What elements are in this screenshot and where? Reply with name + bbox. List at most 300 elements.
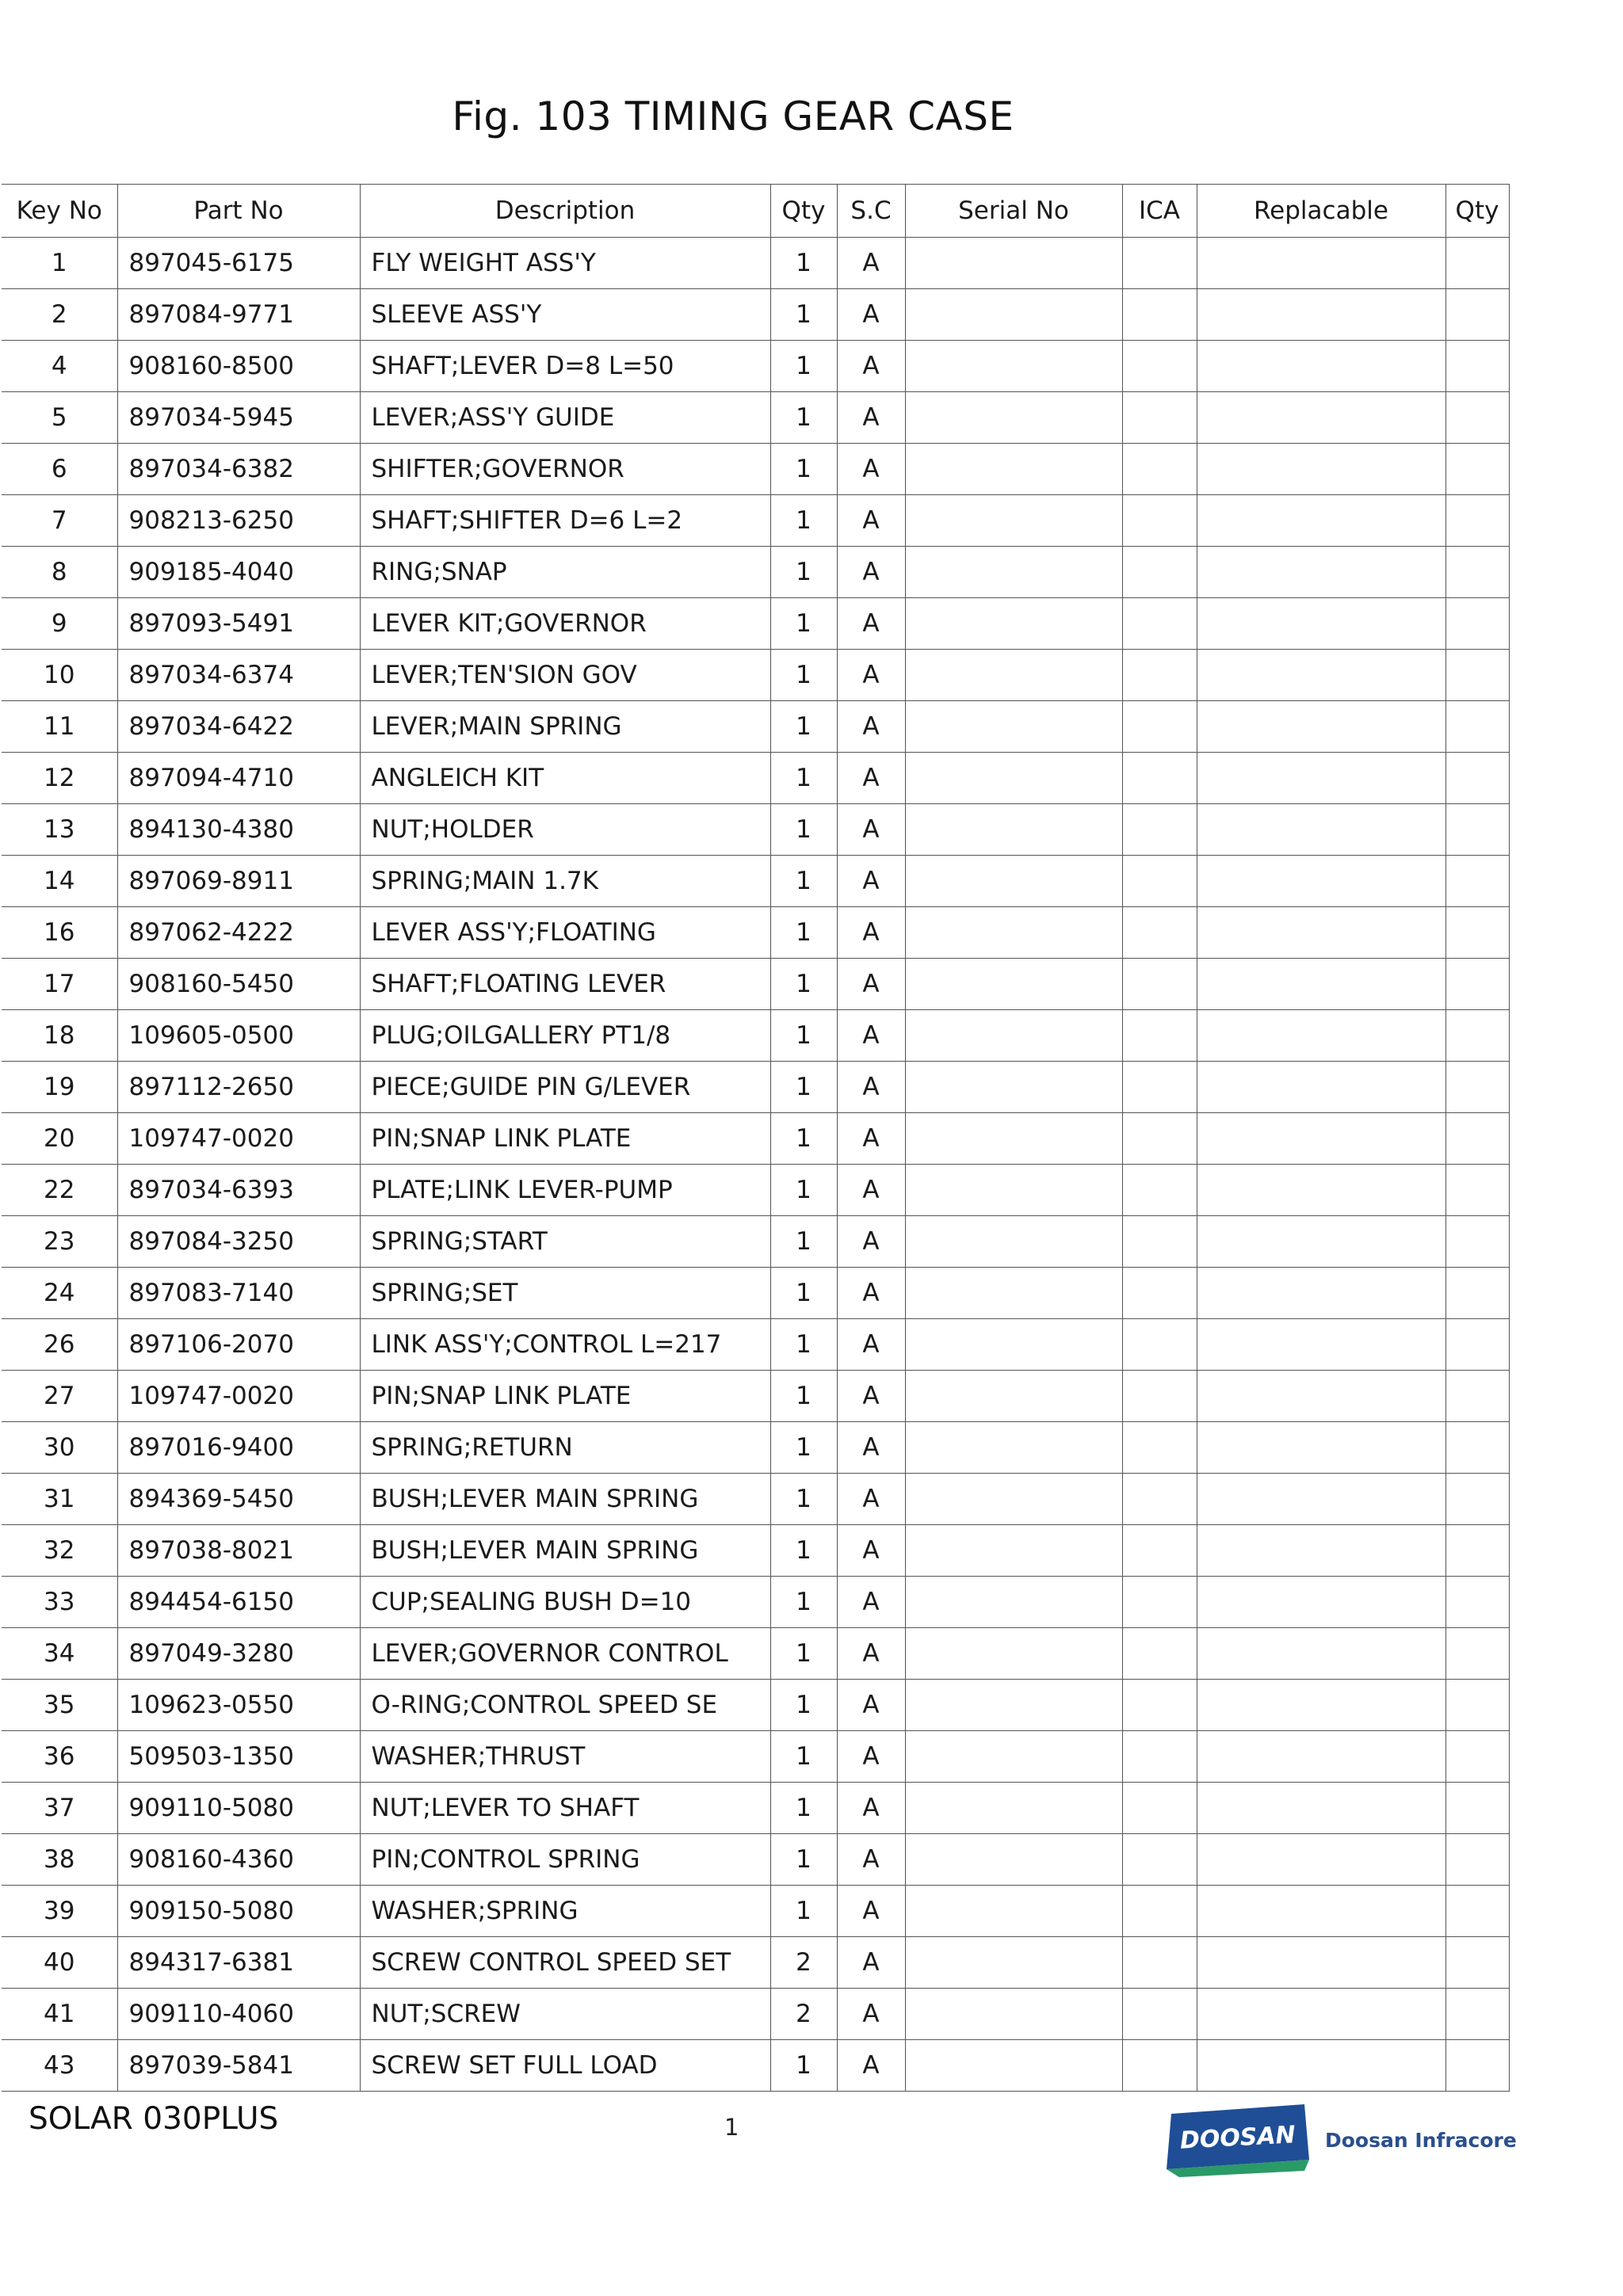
cell-part-no: 897093-5491 [117, 598, 360, 650]
page-number: 1 [724, 2114, 739, 2141]
cell-description: LEVER;TEN'SION GOV [360, 650, 770, 701]
table-row [2, 495, 1509, 547]
cell-description: FLY WEIGHT ASS'Y [360, 238, 770, 289]
cell-qty: 1 [770, 1268, 837, 1319]
cell-description: PLATE;LINK LEVER-PUMP [360, 1165, 770, 1216]
table-row [2, 1165, 1509, 1216]
cell-serial-no [905, 650, 1122, 701]
cell-ica [1122, 1422, 1197, 1474]
cell-ica [1122, 341, 1197, 392]
table-row [2, 289, 1509, 341]
cell-serial-no [905, 701, 1122, 753]
cell-ica [1122, 289, 1197, 341]
cell-qty-2 [1445, 959, 1509, 1010]
cell-serial-no [905, 1989, 1122, 2040]
cell-part-no: 897084-3250 [117, 1216, 360, 1268]
cell-replacable [1197, 1886, 1445, 1937]
cell-qty: 2 [770, 1937, 837, 1989]
cell-ica [1122, 1525, 1197, 1577]
table-row [2, 1577, 1509, 1628]
cell-key-no: 2 [2, 289, 117, 341]
cell-qty: 1 [770, 444, 837, 495]
cell-ica [1122, 1628, 1197, 1680]
cell-ica [1122, 444, 1197, 495]
cell-qty: 1 [770, 1834, 837, 1886]
cell-ica [1122, 753, 1197, 804]
cell-qty: 1 [770, 392, 837, 444]
cell-replacable [1197, 1525, 1445, 1577]
header-qty: Qty [770, 185, 837, 238]
cell-qty-2 [1445, 1680, 1509, 1731]
table-row [2, 1010, 1509, 1062]
cell-qty-2 [1445, 341, 1509, 392]
cell-description: ANGLEICH KIT [360, 753, 770, 804]
cell-key-no: 7 [2, 495, 117, 547]
cell-part-no: 897106-2070 [117, 1319, 360, 1371]
cell-replacable [1197, 2040, 1445, 2092]
cell-description: NUT;LEVER TO SHAFT [360, 1783, 770, 1834]
cell-qty: 1 [770, 1628, 837, 1680]
cell-description: LEVER KIT;GOVERNOR [360, 598, 770, 650]
cell-key-no: 12 [2, 753, 117, 804]
cell-replacable [1197, 1834, 1445, 1886]
cell-replacable [1197, 289, 1445, 341]
cell-qty-2 [1445, 1628, 1509, 1680]
cell-ica [1122, 1319, 1197, 1371]
cell-description: LINK ASS'Y;CONTROL L=217 [360, 1319, 770, 1371]
cell-description: LEVER ASS'Y;FLOATING [360, 907, 770, 959]
table-row [2, 1628, 1509, 1680]
cell-serial-no [905, 1834, 1122, 1886]
cell-description: SCREW SET FULL LOAD [360, 2040, 770, 2092]
cell-sc: A [837, 341, 905, 392]
cell-ica [1122, 650, 1197, 701]
table-row [2, 650, 1509, 701]
cell-part-no: 894454-6150 [117, 1577, 360, 1628]
cell-ica [1122, 1062, 1197, 1113]
table-row [2, 2040, 1509, 2092]
cell-sc: A [837, 2040, 905, 2092]
cell-replacable [1197, 1474, 1445, 1525]
cell-description: SCREW CONTROL SPEED SET [360, 1937, 770, 1989]
cell-replacable [1197, 495, 1445, 547]
cell-qty-2 [1445, 1577, 1509, 1628]
cell-description: SPRING;SET [360, 1268, 770, 1319]
cell-sc: A [837, 289, 905, 341]
cell-replacable [1197, 1783, 1445, 1834]
cell-serial-no [905, 1577, 1122, 1628]
cell-key-no: 27 [2, 1371, 117, 1422]
cell-description: SLEEVE ASS'Y [360, 289, 770, 341]
cell-sc: A [837, 1113, 905, 1165]
cell-qty: 1 [770, 856, 837, 907]
cell-serial-no [905, 1886, 1122, 1937]
cell-qty: 1 [770, 650, 837, 701]
cell-replacable [1197, 701, 1445, 753]
cell-description: WASHER;SPRING [360, 1886, 770, 1937]
cell-part-no: 894317-6381 [117, 1937, 360, 1989]
cell-sc: A [837, 1216, 905, 1268]
cell-description: SHAFT;LEVER D=8 L=50 [360, 341, 770, 392]
cell-qty-2 [1445, 856, 1509, 907]
table-header-row [2, 185, 1509, 238]
cell-description: NUT;HOLDER [360, 804, 770, 856]
cell-replacable [1197, 341, 1445, 392]
cell-qty: 1 [770, 1165, 837, 1216]
cell-part-no: 894369-5450 [117, 1474, 360, 1525]
cell-part-no: 908160-8500 [117, 341, 360, 392]
cell-key-no: 30 [2, 1422, 117, 1474]
table-row [2, 547, 1509, 598]
cell-qty: 1 [770, 1525, 837, 1577]
cell-replacable [1197, 1319, 1445, 1371]
cell-ica [1122, 1577, 1197, 1628]
cell-description: NUT;SCREW [360, 1989, 770, 2040]
cell-serial-no [905, 1937, 1122, 1989]
cell-sc: A [837, 392, 905, 444]
cell-key-no: 10 [2, 650, 117, 701]
cell-serial-no [905, 804, 1122, 856]
cell-ica [1122, 856, 1197, 907]
cell-serial-no [905, 1783, 1122, 1834]
cell-sc: A [837, 1783, 905, 1834]
cell-serial-no [905, 1628, 1122, 1680]
table-row [2, 1783, 1509, 1834]
cell-serial-no [905, 753, 1122, 804]
cell-ica [1122, 1010, 1197, 1062]
cell-part-no: 897034-6393 [117, 1165, 360, 1216]
cell-sc: A [837, 1319, 905, 1371]
cell-replacable [1197, 650, 1445, 701]
cell-serial-no [905, 392, 1122, 444]
cell-qty: 1 [770, 1731, 837, 1783]
cell-qty-2 [1445, 1525, 1509, 1577]
cell-ica [1122, 1989, 1197, 2040]
cell-key-no: 18 [2, 1010, 117, 1062]
cell-part-no: 897034-6422 [117, 701, 360, 753]
cell-replacable [1197, 1371, 1445, 1422]
table-row [2, 1371, 1509, 1422]
cell-key-no: 20 [2, 1113, 117, 1165]
logo-company-text: Doosan Infracore [1325, 2129, 1517, 2152]
cell-description: BUSH;LEVER MAIN SPRING [360, 1474, 770, 1525]
cell-qty: 1 [770, 1886, 837, 1937]
cell-part-no: 897069-8911 [117, 856, 360, 907]
cell-ica [1122, 1371, 1197, 1422]
model-name: SOLAR 030PLUS [29, 2101, 279, 2137]
logo-mark-text: DOOSAN [1179, 2121, 1296, 2155]
cell-replacable [1197, 753, 1445, 804]
cell-qty: 1 [770, 1113, 837, 1165]
table-row [2, 1731, 1509, 1783]
cell-qty: 1 [770, 1319, 837, 1371]
cell-sc: A [837, 1422, 905, 1474]
table-row [2, 1474, 1509, 1525]
cell-part-no: 109747-0020 [117, 1113, 360, 1165]
cell-description: SPRING;MAIN 1.7K [360, 856, 770, 907]
cell-serial-no [905, 2040, 1122, 2092]
cell-ica [1122, 2040, 1197, 2092]
cell-serial-no [905, 444, 1122, 495]
cell-key-no: 31 [2, 1474, 117, 1525]
cell-qty-2 [1445, 1010, 1509, 1062]
cell-replacable [1197, 856, 1445, 907]
cell-sc: A [837, 1525, 905, 1577]
cell-description: PLUG;OILGALLERY PT1/8 [360, 1010, 770, 1062]
cell-replacable [1197, 1422, 1445, 1474]
cell-qty-2 [1445, 804, 1509, 856]
cell-ica [1122, 1268, 1197, 1319]
table-row [2, 1989, 1509, 2040]
table-row [2, 1319, 1509, 1371]
cell-ica [1122, 959, 1197, 1010]
cell-qty: 1 [770, 495, 837, 547]
cell-ica [1122, 1731, 1197, 1783]
cell-replacable [1197, 1010, 1445, 1062]
cell-description: PIECE;GUIDE PIN G/LEVER [360, 1062, 770, 1113]
cell-key-no: 4 [2, 341, 117, 392]
cell-replacable [1197, 444, 1445, 495]
cell-part-no: 897045-6175 [117, 238, 360, 289]
cell-qty-2 [1445, 1731, 1509, 1783]
cell-qty: 1 [770, 701, 837, 753]
cell-description: SPRING;RETURN [360, 1422, 770, 1474]
page-title: Fig. 103 TIMING GEAR CASE [452, 93, 1014, 139]
cell-qty-2 [1445, 1937, 1509, 1989]
table-row [2, 1834, 1509, 1886]
cell-qty-2 [1445, 547, 1509, 598]
cell-serial-no [905, 289, 1122, 341]
cell-part-no: 109605-0500 [117, 1010, 360, 1062]
cell-qty-2 [1445, 238, 1509, 289]
cell-part-no: 897083-7140 [117, 1268, 360, 1319]
cell-key-no: 38 [2, 1834, 117, 1886]
doosan-logo-graphic [1155, 2101, 1517, 2177]
header-key-no: Key No [2, 185, 117, 238]
cell-sc: A [837, 907, 905, 959]
cell-qty-2 [1445, 1268, 1509, 1319]
cell-qty-2 [1445, 598, 1509, 650]
cell-sc: A [837, 598, 905, 650]
cell-qty: 1 [770, 1680, 837, 1731]
cell-replacable [1197, 959, 1445, 1010]
cell-qty: 1 [770, 598, 837, 650]
cell-replacable [1197, 1989, 1445, 2040]
cell-serial-no [905, 341, 1122, 392]
cell-part-no: 897034-6382 [117, 444, 360, 495]
table-row [2, 856, 1509, 907]
cell-sc: A [837, 1989, 905, 2040]
cell-serial-no [905, 1113, 1122, 1165]
cell-description: SPRING;START [360, 1216, 770, 1268]
table-row [2, 238, 1509, 289]
cell-qty-2 [1445, 1165, 1509, 1216]
cell-key-no: 41 [2, 1989, 117, 2040]
cell-description: SHAFT;SHIFTER D=6 L=2 [360, 495, 770, 547]
cell-qty-2 [1445, 753, 1509, 804]
table-row [2, 959, 1509, 1010]
cell-description: LEVER;GOVERNOR CONTROL [360, 1628, 770, 1680]
table-row [2, 753, 1509, 804]
cell-serial-no [905, 1731, 1122, 1783]
table-row [2, 1422, 1509, 1474]
cell-sc: A [837, 701, 905, 753]
cell-sc: A [837, 1371, 905, 1422]
cell-sc: A [837, 1474, 905, 1525]
cell-sc: A [837, 1062, 905, 1113]
cell-key-no: 13 [2, 804, 117, 856]
cell-qty-2 [1445, 392, 1509, 444]
cell-ica [1122, 547, 1197, 598]
cell-sc: A [837, 856, 905, 907]
cell-sc: A [837, 1834, 905, 1886]
cell-key-no: 32 [2, 1525, 117, 1577]
cell-key-no: 16 [2, 907, 117, 959]
cell-part-no: 897016-9400 [117, 1422, 360, 1474]
table-row [2, 341, 1509, 392]
cell-replacable [1197, 392, 1445, 444]
cell-qty: 1 [770, 1371, 837, 1422]
cell-qty-2 [1445, 1113, 1509, 1165]
cell-serial-no [905, 1371, 1122, 1422]
cell-description: RING;SNAP [360, 547, 770, 598]
cell-description: PIN;CONTROL SPRING [360, 1834, 770, 1886]
cell-part-no: 908160-5450 [117, 959, 360, 1010]
cell-sc: A [837, 495, 905, 547]
cell-qty: 1 [770, 1783, 837, 1834]
table-row [2, 444, 1509, 495]
cell-part-no: 897038-8021 [117, 1525, 360, 1577]
cell-serial-no [905, 959, 1122, 1010]
cell-qty: 1 [770, 547, 837, 598]
cell-key-no: 26 [2, 1319, 117, 1371]
cell-key-no: 24 [2, 1268, 117, 1319]
cell-replacable [1197, 804, 1445, 856]
cell-serial-no [905, 1319, 1122, 1371]
cell-sc: A [837, 1680, 905, 1731]
cell-qty-2 [1445, 1319, 1509, 1371]
cell-description: LEVER;ASS'Y GUIDE [360, 392, 770, 444]
cell-part-no: 897039-5841 [117, 2040, 360, 2092]
table-row [2, 1216, 1509, 1268]
table-row [2, 701, 1509, 753]
cell-qty-2 [1445, 1989, 1509, 2040]
header-serial-no: Serial No [905, 185, 1122, 238]
cell-description: LEVER;MAIN SPRING [360, 701, 770, 753]
table-row [2, 392, 1509, 444]
cell-ica [1122, 1680, 1197, 1731]
cell-replacable [1197, 907, 1445, 959]
table-row [2, 598, 1509, 650]
cell-replacable [1197, 1680, 1445, 1731]
cell-part-no: 897084-9771 [117, 289, 360, 341]
cell-qty: 1 [770, 1577, 837, 1628]
cell-qty: 1 [770, 753, 837, 804]
cell-qty-2 [1445, 495, 1509, 547]
cell-ica [1122, 495, 1197, 547]
cell-sc: A [837, 238, 905, 289]
cell-ica [1122, 804, 1197, 856]
cell-part-no: 909150-5080 [117, 1886, 360, 1937]
cell-qty-2 [1445, 2040, 1509, 2092]
cell-qty: 1 [770, 804, 837, 856]
cell-serial-no [905, 238, 1122, 289]
cell-key-no: 11 [2, 701, 117, 753]
cell-serial-no [905, 1165, 1122, 1216]
cell-qty: 1 [770, 1062, 837, 1113]
cell-key-no: 36 [2, 1731, 117, 1783]
cell-key-no: 34 [2, 1628, 117, 1680]
cell-description: CUP;SEALING BUSH D=10 [360, 1577, 770, 1628]
cell-description: WASHER;THRUST [360, 1731, 770, 1783]
cell-qty-2 [1445, 289, 1509, 341]
cell-key-no: 23 [2, 1216, 117, 1268]
header-part-no: Part No [117, 185, 360, 238]
cell-part-no: 909110-4060 [117, 1989, 360, 2040]
cell-serial-no [905, 495, 1122, 547]
cell-ica [1122, 1216, 1197, 1268]
cell-qty-2 [1445, 444, 1509, 495]
cell-serial-no [905, 1680, 1122, 1731]
cell-replacable [1197, 1062, 1445, 1113]
cell-qty-2 [1445, 1474, 1509, 1525]
header-sc: S.C [837, 185, 905, 238]
cell-ica [1122, 701, 1197, 753]
cell-part-no: 908160-4360 [117, 1834, 360, 1886]
parts-table [2, 184, 1510, 2092]
cell-sc: A [837, 547, 905, 598]
cell-ica [1122, 238, 1197, 289]
cell-description: BUSH;LEVER MAIN SPRING [360, 1525, 770, 1577]
header-qty-2: Qty [1445, 185, 1509, 238]
doosan-infracore-logo [1155, 2101, 1517, 2177]
cell-key-no: 33 [2, 1577, 117, 1628]
cell-qty: 1 [770, 238, 837, 289]
cell-sc: A [837, 959, 905, 1010]
table-row [2, 1113, 1509, 1165]
cell-ica [1122, 1937, 1197, 1989]
cell-serial-no [905, 1062, 1122, 1113]
header-ica: ICA [1122, 185, 1197, 238]
cell-key-no: 22 [2, 1165, 117, 1216]
cell-part-no: 908213-6250 [117, 495, 360, 547]
cell-qty: 1 [770, 289, 837, 341]
table-row [2, 907, 1509, 959]
cell-qty: 1 [770, 1474, 837, 1525]
cell-replacable [1197, 238, 1445, 289]
cell-replacable [1197, 598, 1445, 650]
cell-serial-no [905, 856, 1122, 907]
cell-key-no: 6 [2, 444, 117, 495]
cell-qty: 1 [770, 341, 837, 392]
cell-sc: A [837, 1010, 905, 1062]
cell-replacable [1197, 1113, 1445, 1165]
cell-key-no: 17 [2, 959, 117, 1010]
cell-qty-2 [1445, 701, 1509, 753]
cell-part-no: 897049-3280 [117, 1628, 360, 1680]
cell-ica [1122, 1886, 1197, 1937]
cell-serial-no [905, 1525, 1122, 1577]
cell-qty-2 [1445, 1422, 1509, 1474]
cell-description: O-RING;CONTROL SPEED SE [360, 1680, 770, 1731]
table-row [2, 1525, 1509, 1577]
cell-qty-2 [1445, 1062, 1509, 1113]
cell-part-no: 897094-4710 [117, 753, 360, 804]
cell-qty-2 [1445, 1216, 1509, 1268]
cell-sc: A [837, 650, 905, 701]
cell-replacable [1197, 1216, 1445, 1268]
cell-key-no: 19 [2, 1062, 117, 1113]
